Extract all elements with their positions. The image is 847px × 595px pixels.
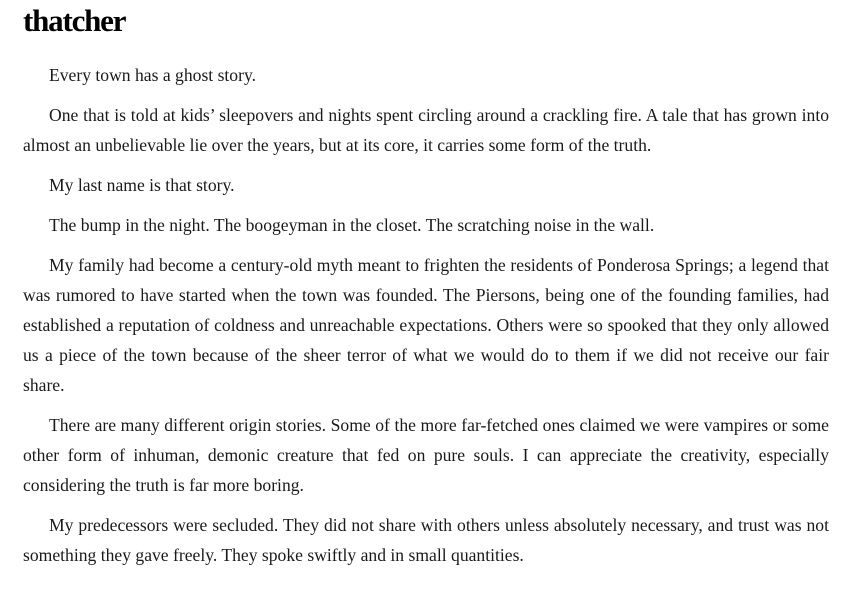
chapter-body (23, 60, 829, 570)
paragraph: My last name is that story. (49, 175, 235, 195)
paragraph: Every town has a ghost story. (49, 65, 257, 85)
paragraph: The bump in the night. The boogeyman in the closet. The scratching noise in the wall. (49, 215, 655, 235)
paragraph: One that is told at kids’ sleepovers and nights spent circling around a crackling fire. A tale that has grown into almost an unbelievable lie over the years, but at its core, it carries some form of the truth. (23, 105, 829, 155)
document-page (23, 0, 829, 580)
paragraph: My predecessors were secluded. They did not share with others unless absolutely necessary, and trust was not something they gave freely. They spoke swiftly and in small quantities. (23, 515, 829, 565)
chapter-title: thatcher (23, 3, 126, 38)
paragraph: My family had become a century-old myth meant to frighten the residents of Ponderosa Springs; a legend that was rumored to have started when the town was founded. The Piersons, being one of the founding families, had established a reputation of coldness and unreachable expectations. Others were so spooked that they only allowed us a piece of the town because of the sheer terror of what we would do to them if we did not receive our fair share. (23, 255, 829, 395)
paragraph: There are many different origin stories. Some of the more far-fetched ones claimed we were vampires or some other form of inhuman, demonic creature that fed on pure souls. I can appreciate the creativity, especially considering the truth is far more boring. (23, 415, 829, 495)
